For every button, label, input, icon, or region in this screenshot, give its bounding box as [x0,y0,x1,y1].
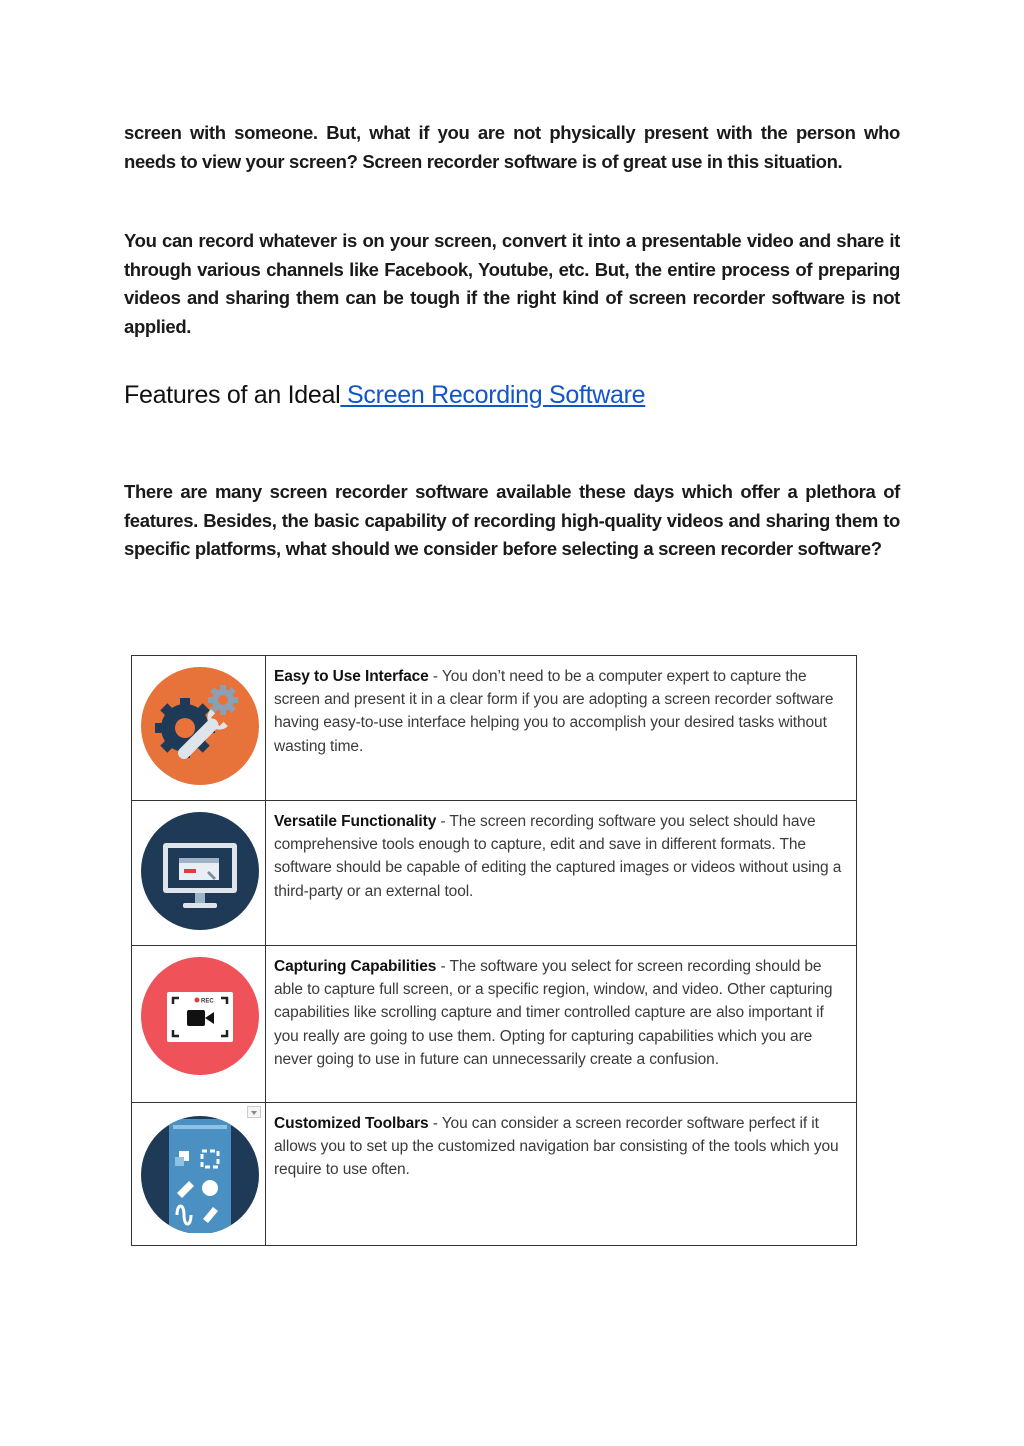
paragraph-features-intro: There are many screen recorder software available these days which offer a plethora of features. Besides, the basic capability of recording high-quality videos and sharing them to specific platforms, what should we consider before selecting a screen recorder software? [124,481,900,560]
feature-text [274,665,846,758]
rec-label: REC [201,998,214,1005]
feature-description: - The screen recording software you select should have comprehensive tools enough to capture, edit and save in different formats. The software should be capable of editing the captured images or videos without using a third-party or an external tool. [274,813,842,900]
features-table [131,655,857,1246]
feature-title: Easy to Use Interface [274,668,429,685]
feature-description: - You don’t need to be a computer expert to capture the screen and present it in a clear form if you are adopting a screen recorder software having easy-to-use interface helping you to accomplish your desired tasks without wasting time. [274,668,834,755]
feature-row-versatile-functionality [132,801,856,946]
feature-icon-cell [132,946,266,1102]
toolbar-icon [139,1111,261,1233]
section-heading [124,381,645,410]
feature-row-customized-toolbars [132,1103,856,1246]
feature-text [274,1112,846,1182]
feature-title: Customized Toolbars [274,1115,429,1132]
feature-text [274,810,846,903]
monitor-icon [139,809,261,931]
feature-text [274,955,846,1071]
paragraph-record: You can record whatever is on your screen, convert it into a presentable video and share it through various channels like Facebook, Youtube, etc. But, the entire process of preparing videos and sharing them can be tough if the right kind of screen recorder software is not applied. [124,230,900,338]
feature-row-easy-interface [132,656,856,801]
feature-title: Capturing Capabilities [274,958,437,975]
heading-text: Features of an Ideal [124,381,341,409]
feature-icon-cell [132,801,266,945]
feature-icon-cell [132,656,266,800]
feature-description: - You can consider a screen recorder software perfect if it allows you to set up the customized navigation bar consisting of the tools which you require to use often. [274,1115,839,1179]
feature-row-capturing-capabilities [132,946,856,1103]
feature-description: - The software you select for screen recording should be able to capture full screen, or a specific region, window, and video. Other capturing capabilities like scrolling capture and timer controlled capture are also important if you really are going to use them. Opting for capturing capabilities which you are never going to use in future can unnecessarily create a confusion. [274,958,833,1068]
feature-title: Versatile Functionality [274,813,437,830]
gears-wrench-icon [139,664,261,786]
paragraph-intro: screen with someone. But, what if you are not physically present with the person who needs to view your screen? Screen recorder software is of great use in this situation. [124,122,900,172]
feature-icon-cell [132,1103,266,1246]
screen-recording-software-link[interactable]: Screen Recording Software [340,381,646,409]
video-record-icon [139,954,261,1076]
